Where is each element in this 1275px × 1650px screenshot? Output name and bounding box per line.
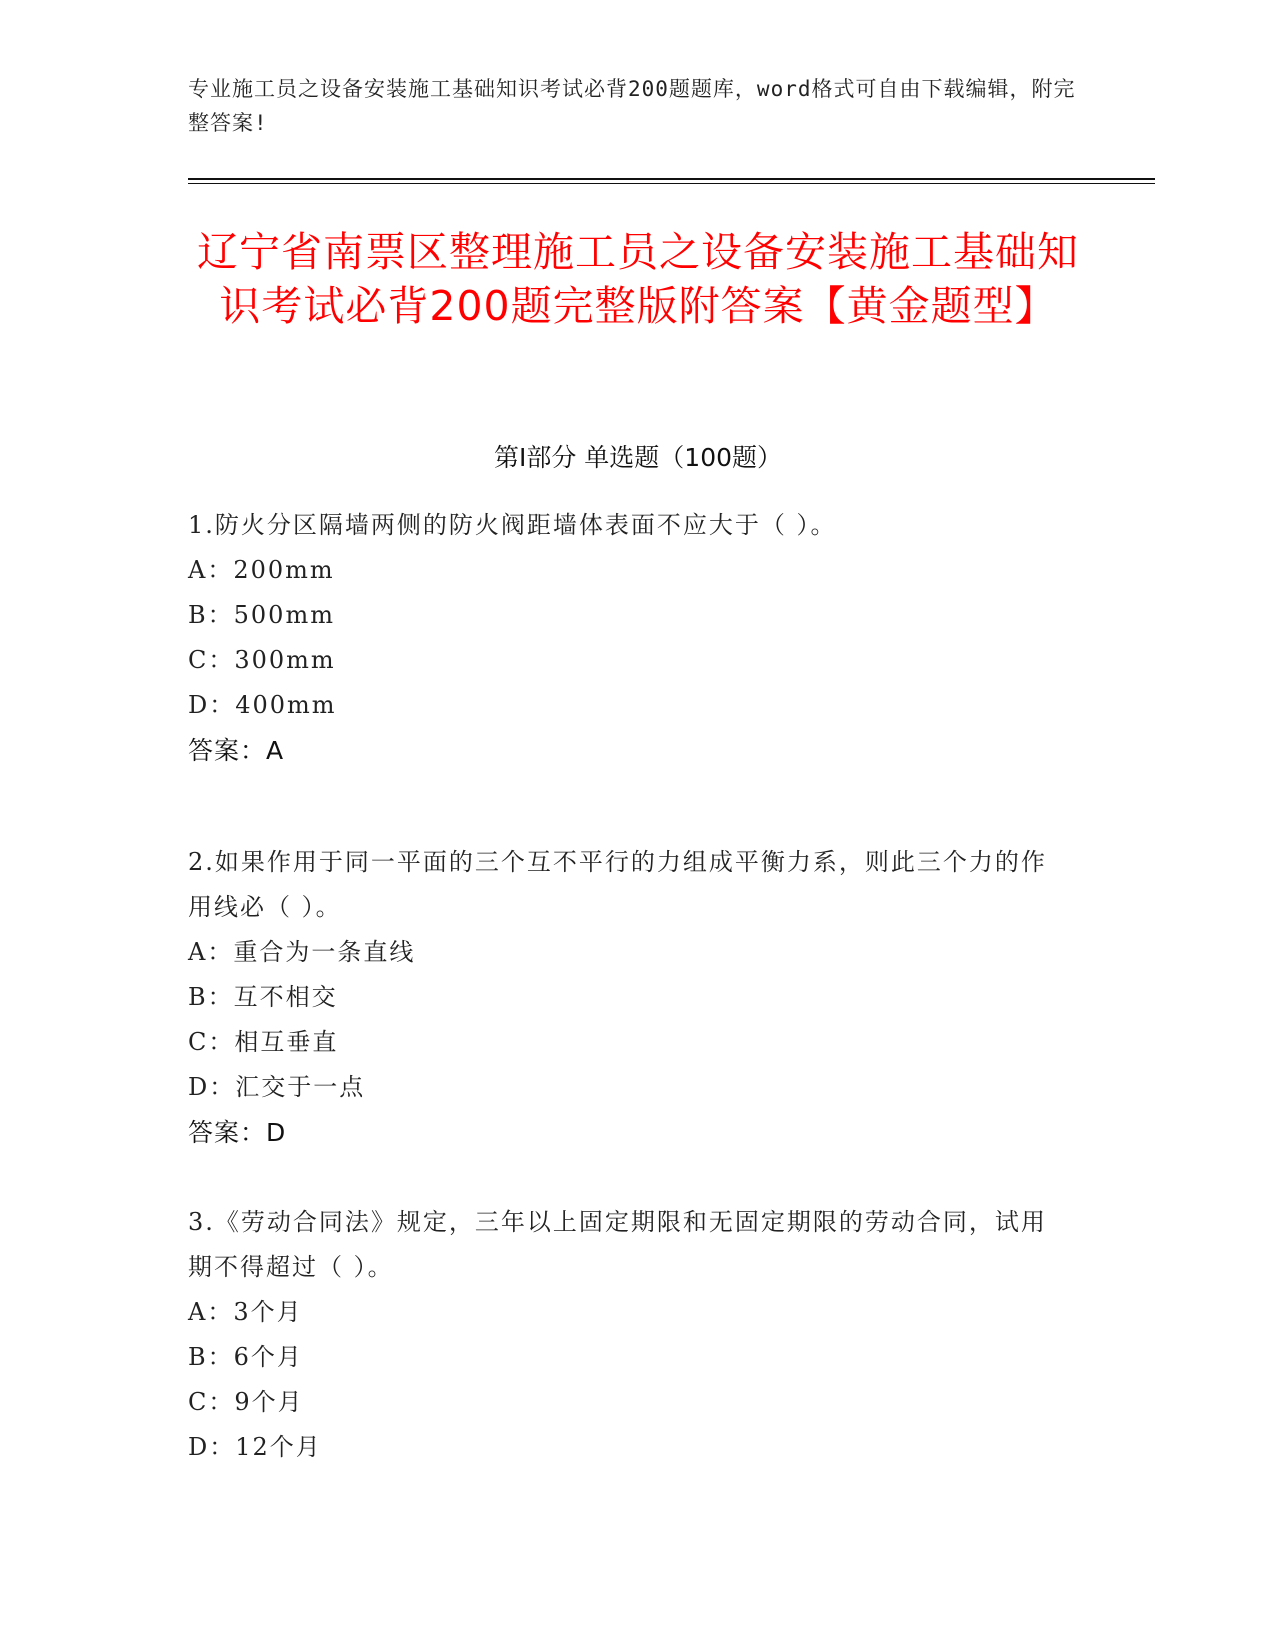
answer: 答案：A <box>188 736 285 765</box>
header-note: 专业施工员之设备安装施工基础知识考试必背200题题库，word格式可自由下载编辑，附完整答案! <box>188 77 1076 135</box>
option-d: D：12个月 <box>188 1433 322 1461</box>
option-d: D：汇交于一点 <box>188 1073 366 1101</box>
option-a: A：200mm <box>188 556 335 584</box>
question-1 <box>188 503 1068 773</box>
option-b: B：500mm <box>188 601 335 629</box>
question-2 <box>188 840 1068 1155</box>
option-b: B：互不相交 <box>188 983 338 1011</box>
option-d: D：400mm <box>188 691 337 719</box>
header-divider <box>188 178 1155 180</box>
option-c: C：300mm <box>188 646 336 674</box>
option-c: C：相互垂直 <box>188 1028 339 1056</box>
question-stem: 2.如果作用于同一平面的三个互不平行的力组成平衡力系，则此三个力的作用线必（ ）。 <box>188 848 1047 921</box>
question-stem: 1.防火分区隔墙两侧的防火阀距墙体表面不应大于（ ）。 <box>188 511 837 539</box>
header-divider-thin <box>188 183 1155 184</box>
section-title: 第I部分 单选题（100题） <box>493 443 783 472</box>
option-a: A：重合为一条直线 <box>188 938 416 966</box>
question-stem: 3.《劳动合同法》规定，三年以上固定期限和无固定期限的劳动合同，试用期不得超过（ ）。 <box>188 1208 1047 1281</box>
question-3 <box>188 1200 1068 1470</box>
option-a: A：3个月 <box>188 1298 303 1326</box>
document-title: 辽宁省南票区整理施工员之设备安装施工基础知识考试必背200题完整版附答案【黄金题型】 <box>197 228 1079 330</box>
option-b: B：6个月 <box>188 1343 303 1371</box>
answer: 答案：D <box>188 1118 287 1147</box>
option-c: C：9个月 <box>188 1388 304 1416</box>
